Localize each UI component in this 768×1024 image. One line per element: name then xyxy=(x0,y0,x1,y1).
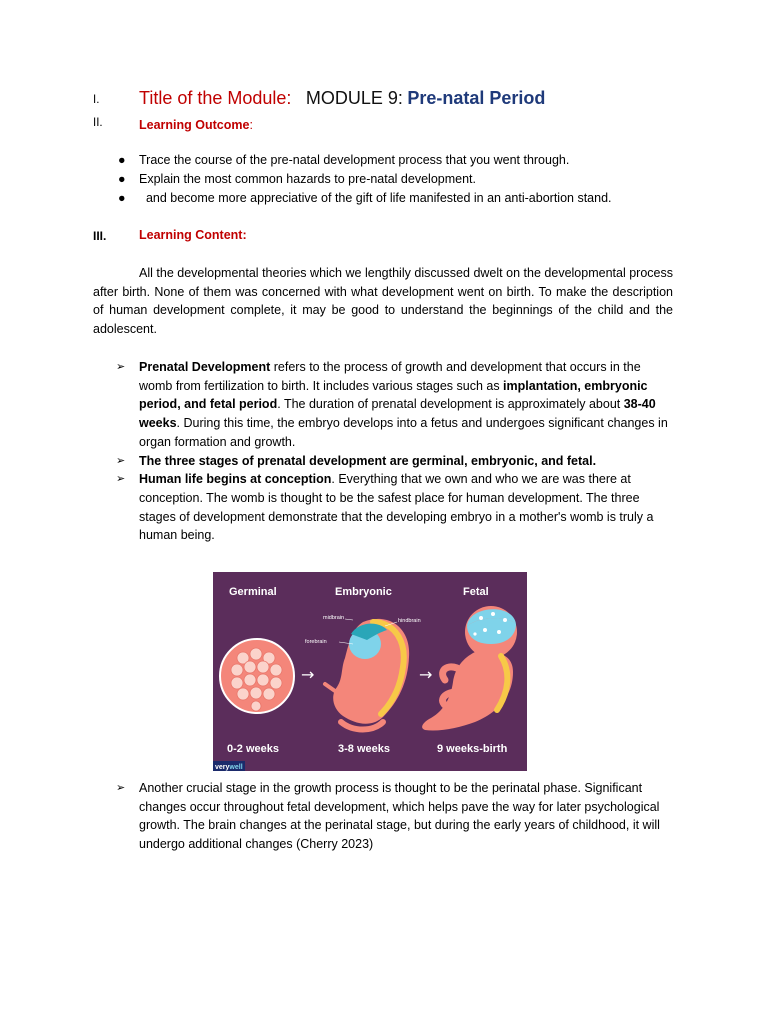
prenatal-stages-figure xyxy=(213,572,527,771)
point-bold: The three stages of prenatal development are germinal, embryonic, and fetal. xyxy=(139,453,597,468)
learning-outcome-label: Learning Outcome xyxy=(139,118,250,132)
point-text: . The duration of prenatal development is approximately about xyxy=(277,397,624,412)
embryonic-label: Embryonic xyxy=(335,586,392,598)
list-item xyxy=(118,151,678,170)
fetal-label: Fetal xyxy=(463,586,489,598)
list-item xyxy=(118,189,678,208)
point-text: . During this time, the embryo develops into a fetus and undergoes significant changes in organ formation and growth. xyxy=(139,416,668,449)
point-bold: 38-40 weeks xyxy=(139,397,656,431)
arrow-bullet-icon: ➢ xyxy=(116,473,126,486)
point-bold: implantation, embryonic period, and fetal period xyxy=(139,378,648,412)
forebrain-label: forebrain xyxy=(305,639,327,645)
zygote-illustration xyxy=(220,639,294,713)
perinatal-point xyxy=(116,779,674,854)
bullet-icon: ● xyxy=(118,191,126,205)
bullet-icon: ● xyxy=(118,153,126,167)
list-item xyxy=(116,779,674,854)
midbrain-label: midbrain xyxy=(323,615,345,621)
list-item xyxy=(118,170,678,189)
list-item xyxy=(116,470,674,545)
section-number-2: II. xyxy=(93,117,103,129)
title-colon: : xyxy=(286,88,292,108)
verywell-logo: verywell xyxy=(215,764,243,771)
learning-outcome-colon: : xyxy=(249,118,253,132)
arrow-bullet-icon: ➢ xyxy=(116,454,126,467)
title-label: Title of the Module xyxy=(139,88,287,108)
section-number-1: I. xyxy=(93,94,100,106)
point-text: refers to the process of growth and development that occurs in the womb from fertilization to birth. It includes various stages such as xyxy=(139,360,641,393)
points-list xyxy=(116,358,674,545)
weeks-label-embryonic: 3-8 weeks xyxy=(338,743,390,755)
bullet-icon: ● xyxy=(118,172,126,186)
outcome-text: Trace the course of the pre-natal development process that you went through. xyxy=(139,153,570,167)
outcome-text: Explain the most common hazards to pre-natal development. xyxy=(139,172,476,186)
weeks-label-fetal: 9 weeks-birth xyxy=(437,743,508,755)
learning-outcome-heading xyxy=(139,116,253,134)
module-number: MODULE 9: xyxy=(305,88,403,108)
module-title-line xyxy=(139,88,545,109)
list-item xyxy=(116,358,674,452)
intro-text: All the developmental theories which we lengthily discussed dwelt on the developmental process after birth. None of them was concerned with what development went on birth. To make the description of human development complete, it may be good to understand the beginnings of the child and the adolescent. xyxy=(93,266,673,337)
weeks-label-germinal: 0-2 weeks xyxy=(227,743,279,755)
section-number-3: III. xyxy=(93,229,107,243)
module-name: Pre-natal Period xyxy=(407,88,546,108)
arrow-icon: → xyxy=(419,665,433,684)
outcomes-list xyxy=(118,151,678,208)
arrow-bullet-icon: ➢ xyxy=(116,361,126,373)
list-item xyxy=(116,452,674,471)
point-bold: Human life begins at conception xyxy=(139,472,332,487)
germinal-label: Germinal xyxy=(229,586,277,598)
prenatal-stages-illustration xyxy=(213,572,527,771)
arrow-bullet-icon: ➢ xyxy=(116,782,126,794)
learning-content-heading: Learning Content: xyxy=(139,228,247,242)
point-text: Another crucial stage in the growth process is thought to be the perinatal phase. Significant changes occur throughout fetal development, which helps pave the way for later psychological growth. The brain changes at the perinatal stage, but during the early years of childhood, it will undergo additional changes (Cherry 2023) xyxy=(139,781,660,852)
arrow-icon: → xyxy=(301,665,315,684)
point-bold: Prenatal Development xyxy=(139,360,271,374)
intro-paragraph xyxy=(93,264,673,339)
point-text: . Everything that we own and who we are was there at conception. The womb is thought to be the safest place for human development. The three stages of development demonstrate that the developing embryo in a mother's womb is truly a human being. xyxy=(139,472,654,543)
outcome-text: and become more appreciative of the gift of life manifested in an anti-abortion stand. xyxy=(139,191,612,205)
hindbrain-label: hindbrain xyxy=(398,618,421,624)
